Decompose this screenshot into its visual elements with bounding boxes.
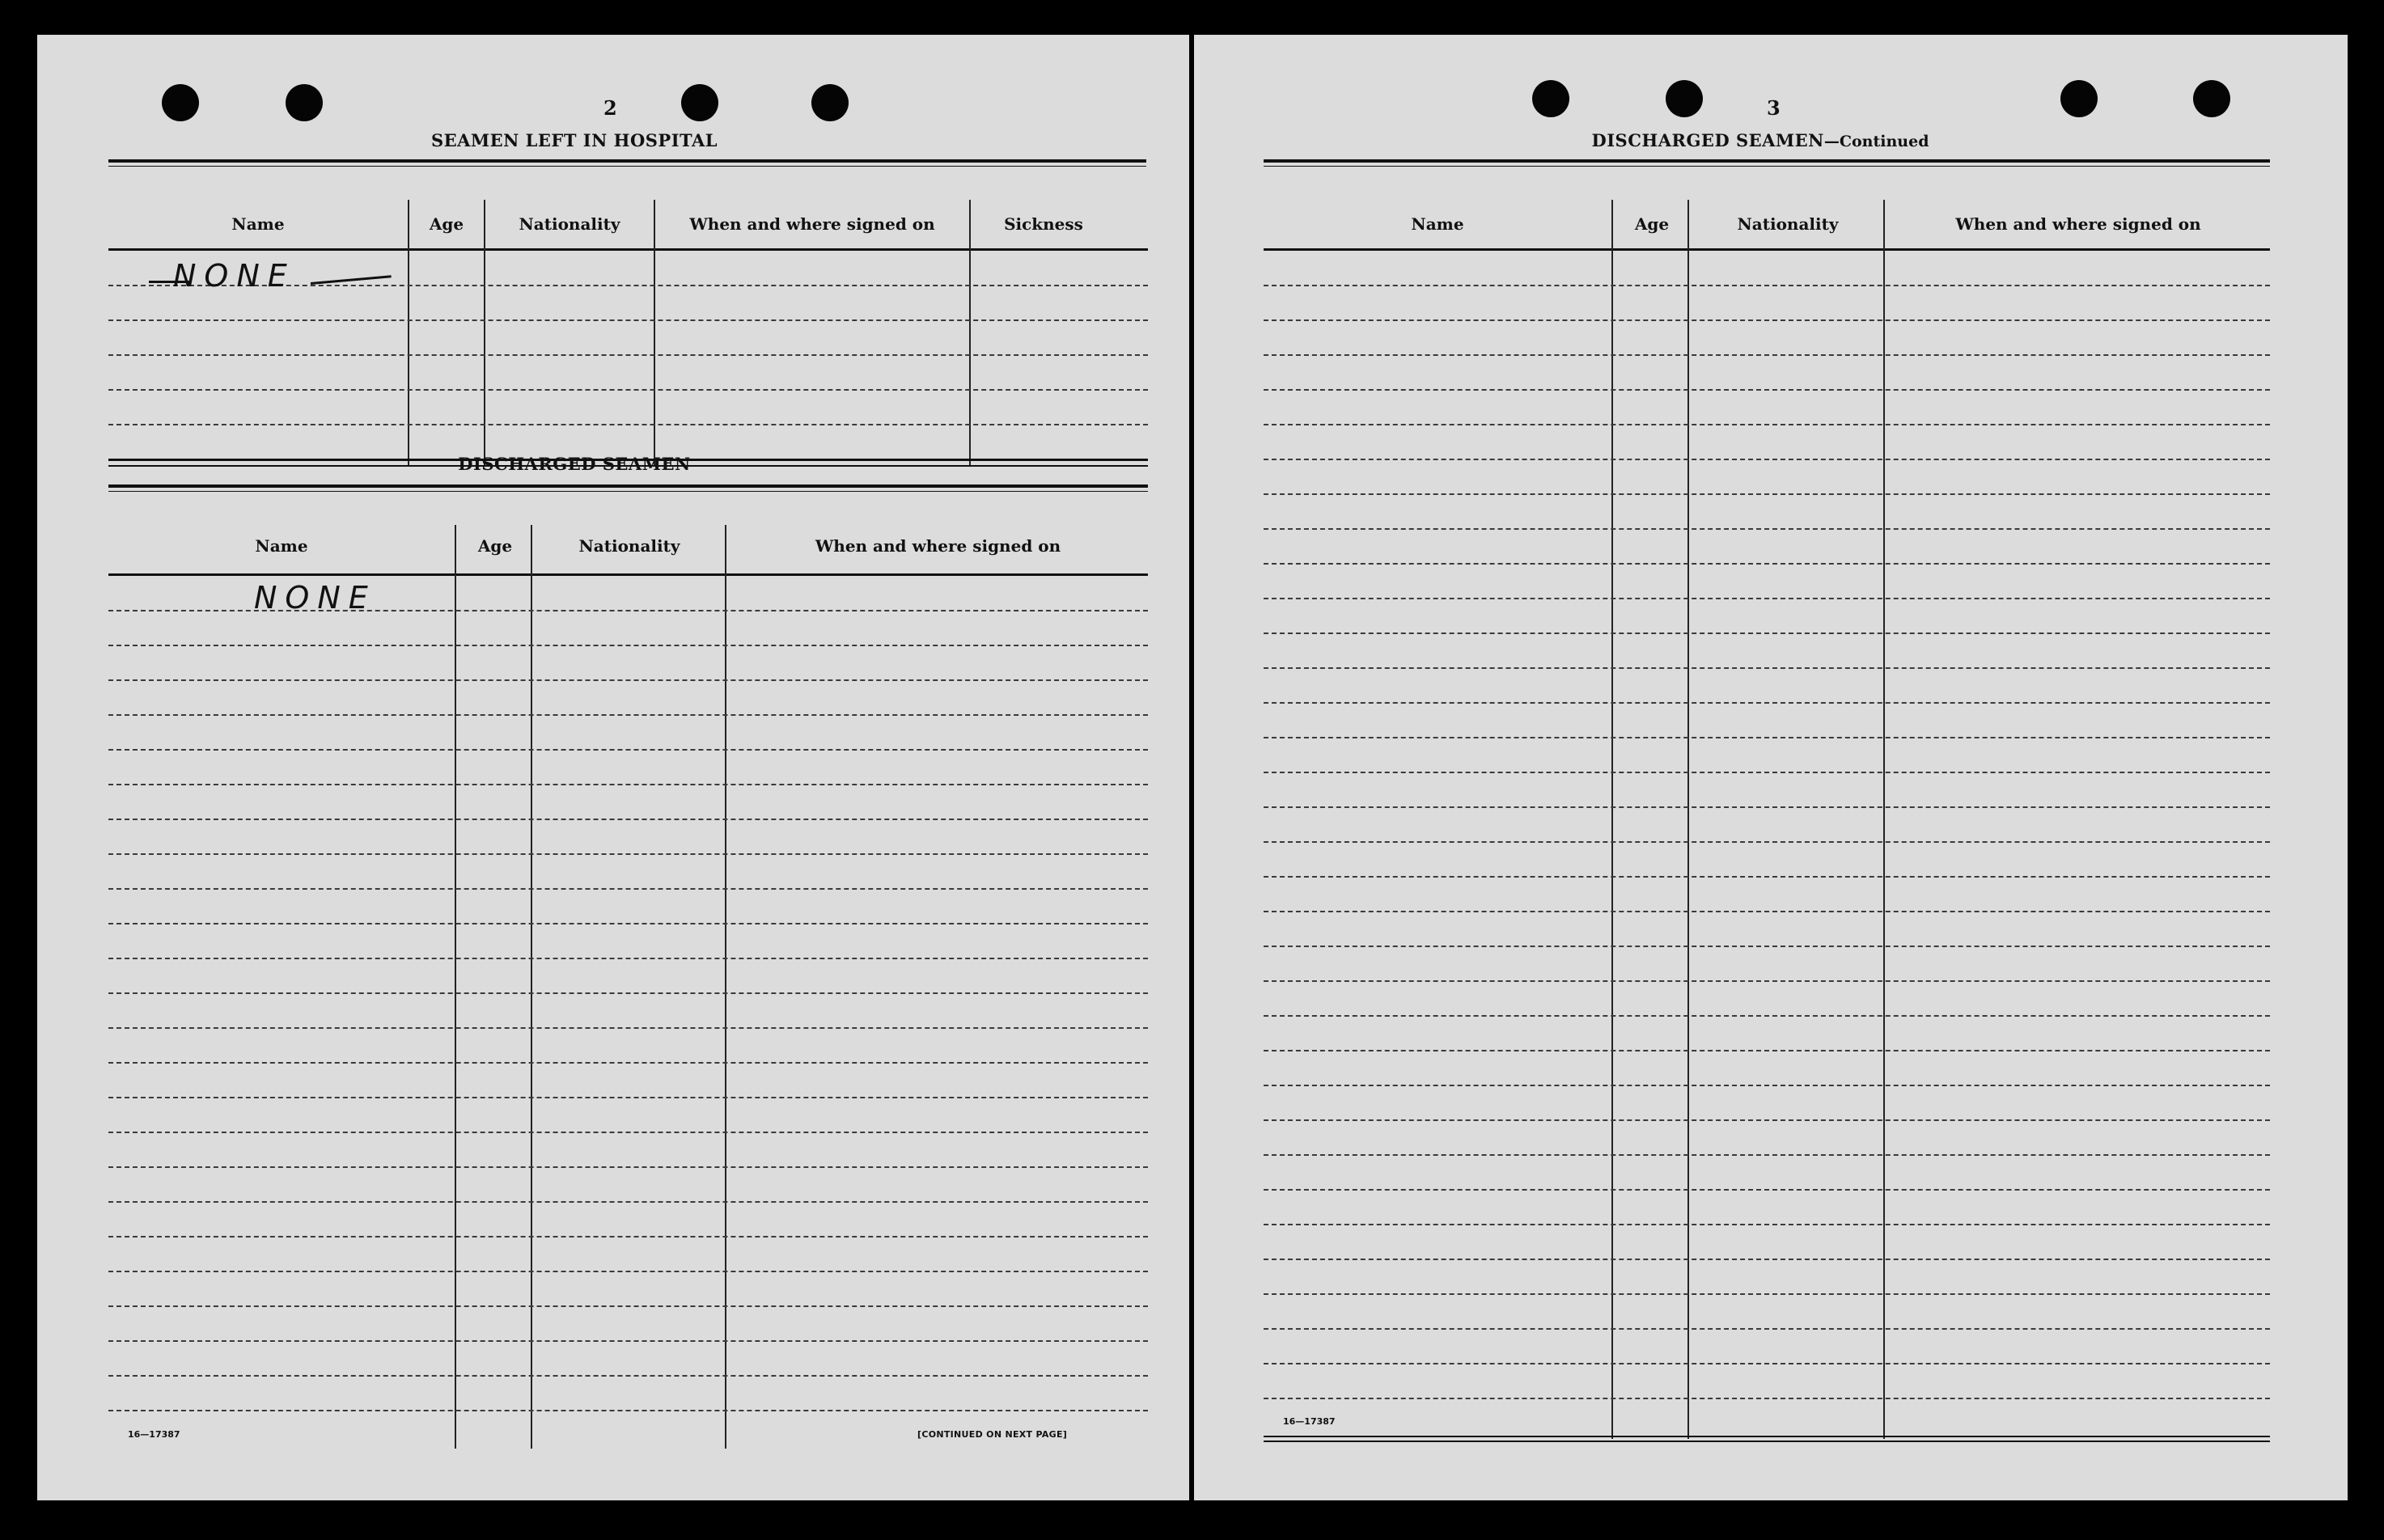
punch-hole [2060, 80, 2098, 117]
col-header-age: Age [1634, 214, 1670, 234]
ruling-line [108, 1062, 1148, 1064]
ruling-line [1264, 1224, 2270, 1225]
title-main: DISCHARGED SEAMEN [1591, 130, 1824, 150]
page-number: 2 [603, 96, 617, 120]
punch-hole [681, 84, 718, 121]
discharged-section-title: DISCHARGED SEAMEN [458, 454, 691, 474]
discharged-handwritten-entry: NONE [254, 580, 376, 616]
form-number: 16—17387 [1283, 1416, 1336, 1427]
left-page [37, 35, 1189, 1500]
ruling-line [1264, 598, 2270, 599]
ruling-line [108, 1236, 1148, 1238]
ruling-line [108, 645, 1148, 646]
col-header-age: Age [477, 536, 513, 556]
ruling-line [108, 1132, 1148, 1133]
col-header-sickness: Sickness [1004, 214, 1083, 234]
ruling-line [1264, 772, 2270, 773]
ruling-line [1264, 702, 2270, 704]
ruling-line [1264, 389, 2270, 391]
ruling-line [1264, 285, 2270, 286]
ruling-line [108, 1097, 1148, 1098]
ruling-line [108, 784, 1148, 785]
ruling-line [1264, 424, 2270, 425]
punch-hole [162, 84, 199, 121]
ruling-line [108, 1340, 1148, 1342]
punch-hole [811, 84, 849, 121]
ruling-line [108, 853, 1148, 855]
discharged-table [108, 484, 1148, 1455]
ruling-line [108, 1166, 1148, 1168]
col-header-nationality: Nationality [519, 214, 620, 234]
ruling-line [1264, 1015, 2270, 1017]
discharged-continued-title [1518, 130, 2003, 150]
discharged-continued-table [1264, 159, 2270, 1445]
ruling-line [108, 1027, 1148, 1029]
col-header-name: Name [231, 214, 285, 234]
ruling-line [1264, 528, 2270, 530]
ruling-line [1264, 319, 2270, 321]
punch-hole [2193, 80, 2230, 117]
ruling-line [108, 923, 1148, 924]
col-header-signed-on: When and where signed on [689, 214, 935, 234]
ruling-line [108, 958, 1148, 959]
col-header-nationality: Nationality [578, 536, 680, 556]
ruling-line [1264, 459, 2270, 460]
hospital-section-title: SEAMEN LEFT IN HOSPITAL [430, 130, 718, 150]
ruling-line [108, 714, 1148, 716]
col-header-name: Name [255, 536, 308, 556]
ruling-line [1264, 493, 2270, 495]
hospital-table [108, 159, 1148, 467]
ruling-line [1264, 1189, 2270, 1191]
ruling-line [1264, 354, 2270, 356]
ruling-line [1264, 737, 2270, 738]
ruling-line [108, 819, 1148, 820]
punch-hole [1532, 80, 1569, 117]
ruling-line [108, 992, 1148, 994]
ruling-line [1264, 1050, 2270, 1051]
punch-hole [286, 84, 323, 121]
ruling-line [1264, 563, 2270, 565]
ruling-line [108, 1375, 1148, 1377]
ruling-line [108, 1410, 1148, 1411]
ruling-line [108, 1305, 1148, 1307]
ruling-line [1264, 1154, 2270, 1156]
ruling-line [1264, 1328, 2270, 1330]
ruling-line [108, 679, 1148, 681]
ruling-line [108, 888, 1148, 890]
col-header-age: Age [429, 214, 464, 234]
title-suffix: —Continued [1823, 133, 1929, 150]
form-number: 16—17387 [128, 1429, 180, 1440]
ruling-line [1264, 1259, 2270, 1260]
col-header-name: Name [1411, 214, 1464, 234]
ruling-line [1264, 1119, 2270, 1121]
ruling-line [1264, 806, 2270, 808]
ruling-line [1264, 1085, 2270, 1086]
ruling-line [1264, 980, 2270, 982]
ruling-line [1264, 911, 2270, 912]
right-page [1194, 35, 2348, 1500]
ruling-line [1264, 841, 2270, 843]
ruling-line [1264, 1293, 2270, 1295]
ruling-line [108, 1271, 1148, 1272]
ruling-line [1264, 667, 2270, 669]
ruling-line [1264, 946, 2270, 947]
continued-note: [CONTINUED ON NEXT PAGE] [917, 1429, 1068, 1440]
ruling-line [1264, 632, 2270, 634]
col-header-signed-on: When and where signed on [1955, 214, 2201, 234]
hospital-handwritten-entry: NONE [173, 258, 295, 294]
ruling-line [1264, 876, 2270, 878]
ruling-line [1264, 1398, 2270, 1399]
ruling-line [108, 1201, 1148, 1203]
page-number: 3 [1767, 96, 1781, 120]
col-header-nationality: Nationality [1737, 214, 1839, 234]
col-header-signed-on: When and where signed on [815, 536, 1061, 556]
punch-hole [1666, 80, 1703, 117]
ruling-line [108, 749, 1148, 751]
ruling-line [1264, 1363, 2270, 1364]
